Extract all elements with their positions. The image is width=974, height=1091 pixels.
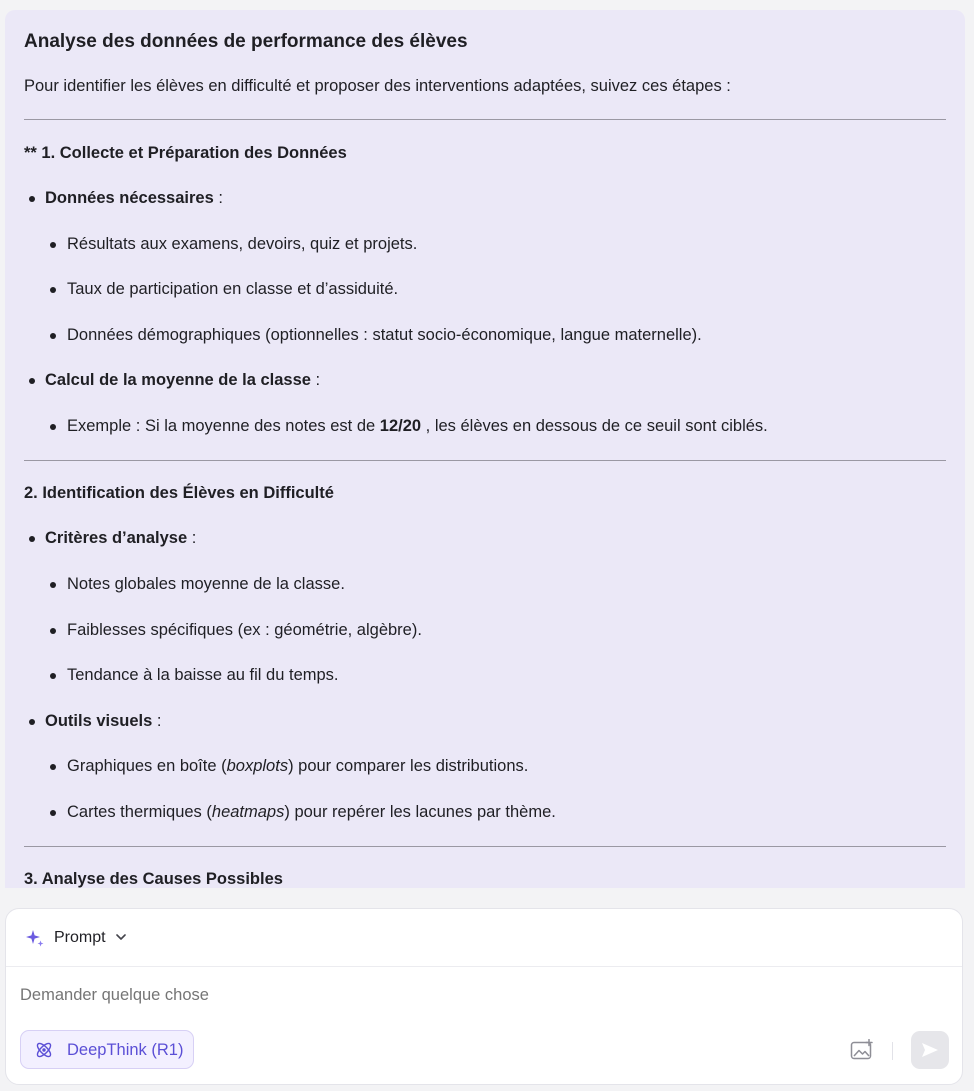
sub-bullet-item: Exemple : Si la moyenne des notes est de 12/20 , les élèves en dessous de ce seuil sont ciblés. <box>24 416 946 436</box>
send-button[interactable] <box>911 1031 949 1069</box>
image-upload-icon[interactable] <box>850 1039 874 1061</box>
bullet-dot <box>50 810 56 816</box>
bullet-dot <box>50 242 56 248</box>
bullet-dot <box>50 673 56 679</box>
sub-bullet-item: Cartes thermiques (heatmaps) pour repérer les lacunes par thème. <box>24 802 946 822</box>
assistant-message <box>5 10 965 888</box>
sub-bullet-item: Graphiques en boîte (boxplots) pour comparer les distributions. <box>24 756 946 776</box>
deepthink-toggle-button[interactable] <box>20 1030 194 1069</box>
sub-bullet-item: Résultats aux examens, devoirs, quiz et projets. <box>24 234 946 254</box>
bullet-item: Données nécessaires : <box>24 188 946 208</box>
bullet-dot <box>29 719 35 725</box>
bullet-dot <box>29 196 35 202</box>
bullet-dot <box>50 287 56 293</box>
bullet-item: Calcul de la moyenne de la classe : <box>24 370 946 390</box>
sub-bullet-item: Tendance à la baisse au fil du temps. <box>24 665 946 685</box>
bullet-dot <box>50 424 56 430</box>
section-heading-2: 2. Identification des Élèves en Difficulté <box>24 484 334 502</box>
message-title: Analyse des données de performance des élèves <box>24 31 468 52</box>
send-icon <box>920 1040 940 1060</box>
bullet-dot <box>50 582 56 588</box>
bullet-item: Critères d’analyse : <box>24 528 946 548</box>
deepthink-label: DeepThink (R1) <box>67 1041 184 1059</box>
bullet-dot <box>50 764 56 770</box>
divider <box>24 460 946 461</box>
sparkle-icon <box>25 928 45 948</box>
sub-bullet-item: Faiblesses spécifiques (ex : géométrie, algèbre). <box>24 620 946 640</box>
bullet-dot <box>29 378 35 384</box>
prompt-label: Prompt <box>54 929 106 946</box>
bullet-dot <box>29 536 35 542</box>
sub-bullet-item: Taux de participation en classe et d’assiduité. <box>24 279 946 299</box>
atom-icon <box>34 1040 54 1060</box>
section-heading-3: 3. Analyse des Causes Possibles <box>24 870 283 888</box>
divider <box>892 1042 893 1060</box>
divider <box>24 846 946 847</box>
sub-bullet-item: Notes globales moyenne de la classe. <box>24 574 946 594</box>
message-input[interactable] <box>20 985 920 1005</box>
section-heading-1: ** 1. Collecte et Préparation des Données <box>24 144 347 162</box>
bullet-item: Outils visuels : <box>24 711 946 731</box>
bullet-dot <box>50 628 56 634</box>
sub-bullet-item: Données démographiques (optionnelles : statut socio-économique, langue maternelle). <box>24 325 946 345</box>
intro-paragraph: Pour identifier les élèves en difficulté et proposer des interventions adaptées, suivez ces étapes : <box>24 77 731 95</box>
divider <box>24 119 946 120</box>
bullet-dot <box>50 333 56 339</box>
chevron-down-icon <box>116 933 126 941</box>
prompt-selector[interactable] <box>6 909 962 967</box>
chat-composer <box>5 908 963 1085</box>
